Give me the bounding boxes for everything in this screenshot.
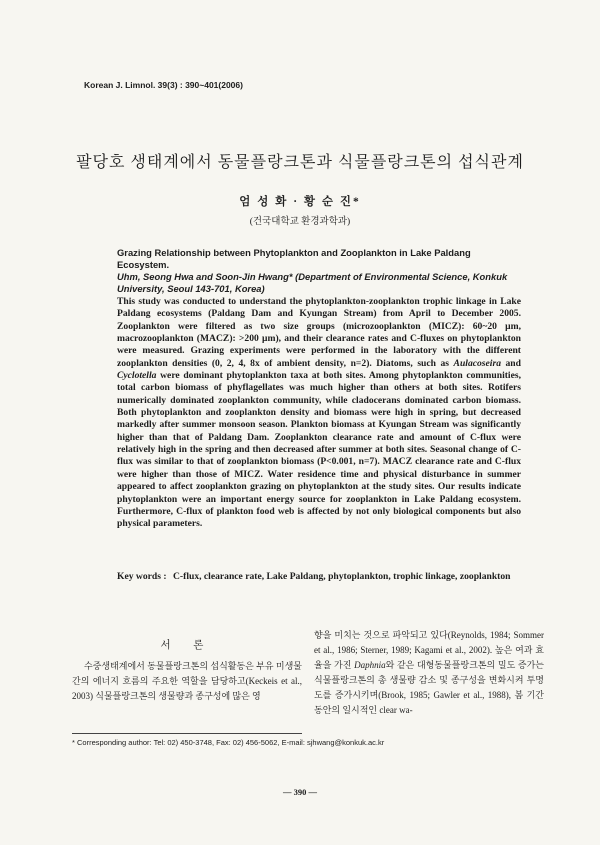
body-right-column (314, 628, 544, 718)
abstract (117, 296, 521, 531)
body-left-column: 수중생태계에서 동물플랑크톤의 섭식활동은 부유 미생물 간의 에너지 흐름의 주요한 역할을 담당하고(Keckeis et al., 2003) 식물플랑크톤의 생물량과 종구성에 많은 영 (72, 661, 302, 701)
footnote-divider (72, 733, 302, 734)
genus-cyclotella: Cyclotella (117, 370, 157, 382)
abstract-text-2: were dominant phytoplankton taxa at both sites. Among phytoplankton communities, total carbon biomass of phyflagellates was much higher than others at both sites. Rotifers numerically dominated zooplankton community, while cladocerans dominated carbon biomass. Both phytoplankton and zooplankton density and biomass were high in spring, but decreased markedly after summer monsoon season. Plankton biomass at Kyungan Stream was significantly higher than that of Paldang Dam. Zooplankton clearance rate and amount of C-flux were relatively high in the spring and then decreased after summer at both sites. Seasonal change of C-flux was similar to that of zooplankton biomass (P<0.001, n=7). MACZ clearance rate and C-flux were higher than those of MICZ. Water residence time and physical disturbance in summer appeared to affect zooplankton grazing on phytoplankton at the study sites. Our results indicate phytoplankton were an important energy source for zooplankton in Lake Paldang ecosystem. Furthermore, C-flux of plankton food web is affected by not only biological components but also physical parameters. (117, 370, 521, 530)
abstract-conjunction: and (501, 357, 521, 369)
keywords-text: C-flux, clearance rate, Lake Paldang, phytoplankton, trophic linkage, zooplankton (173, 571, 511, 582)
english-title-block (117, 247, 517, 295)
english-affiliation: (Department of Environmental Science, Konkuk University, Seoul 143-701, Korea) (117, 271, 508, 294)
page-number: — 390 — (283, 787, 317, 797)
genus-aulacoseira: Aulacoseira (453, 357, 501, 369)
abstract-text-1: This study was conducted to understand the phytoplankton-zooplankton trophic linkage in Lake Paldang ecosystems (Paldang Dam and Kyungan Stream) from April to December 2005. Zooplankton were filtered as two size groups (microzooplankton (MICZ): 60~20 μm, macrozooplankton (MACZ): >200 μm), and their clearance rates and C-fluxes on phytoplankton were measured. Grazing experiments were performed in the laboratory with the different zooplankton densities (0, 2, 4, 8x of ambient density, n=2). Diatoms, such as (117, 296, 521, 369)
body-right-text-1: 향을 미치는 것으로 파악되고 있다(Reynolds, 1984; Sommer et al., 1986; Sterner, 1989; Kagami et al., 2002). 높은 여과 효율을 가진 (314, 630, 544, 670)
affiliation-korean: (건국대학교 환경과학과) (249, 217, 351, 227)
section-heading-introduction: 서 론 (160, 640, 214, 651)
keywords (117, 571, 521, 584)
authors-korean: 엄 성 화 · 황 순 진* (239, 196, 361, 208)
corresponding-author-footnote: * Corresponding author: Tel: 02) 450-3748, Fax: 02) 456-5062, E-mail: sjhwang@konkuk.ac.kr (72, 738, 385, 747)
keywords-label: Key words : (117, 571, 167, 582)
journal-citation: Korean J. Limnol. 39(3) : 390~401(2006) (84, 80, 243, 90)
english-authors: Uhm, Seong Hwa and Soon-Jin Hwang* (117, 271, 293, 282)
genus-daphnia: Daphnia (354, 660, 386, 670)
title-korean: 팔당호 생태계에서 동물플랑크톤과 식물플랑크톤의 섭식관계 (76, 154, 524, 171)
body-right-text-2: 와 같은 대형동물플랑크톤의 밀도 증가는 식물플랑크톤의 총 생물량 감소 및 종구성을 변화시켜 투명도를 증가시키며(Brook, 1985; Gawler et al., 1988), 봄 기간 동안의 일시적인 clear wa- (314, 660, 544, 715)
english-title: Grazing Relationship between Phytoplankton and Zooplankton in Lake Paldang Ecosystem. (117, 247, 471, 270)
